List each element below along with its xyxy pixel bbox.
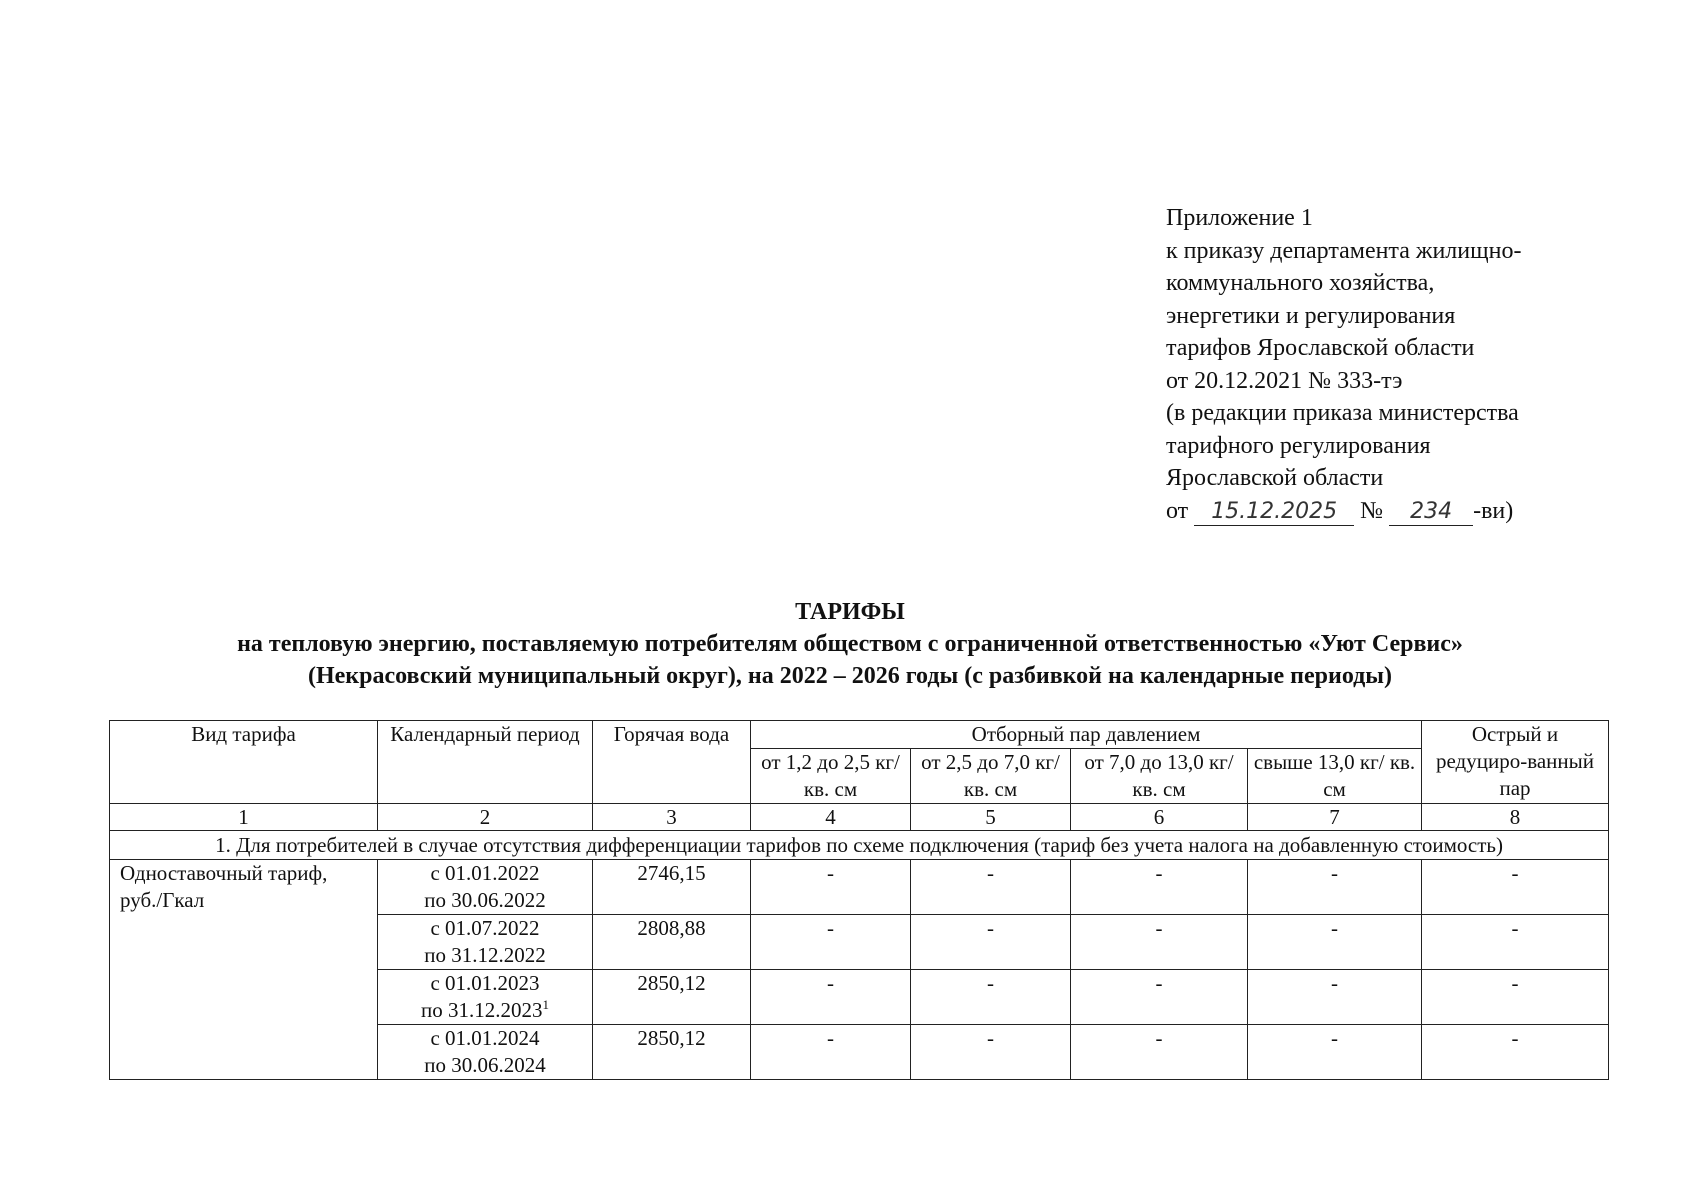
handwritten-order-number: 234 bbox=[1389, 499, 1473, 526]
appendix-line: коммунального хозяйства, bbox=[1166, 270, 1435, 296]
period-from: с 01.07.2022 bbox=[430, 916, 540, 940]
period-cell bbox=[378, 915, 593, 970]
steam-2-value: - bbox=[911, 915, 1071, 970]
header-steam-2: от 2,5 до 7,0 кг/ кв. см bbox=[911, 749, 1071, 804]
steam-3-value: - bbox=[1071, 860, 1248, 915]
period-cell bbox=[378, 970, 593, 1025]
steam-4-value: - bbox=[1248, 970, 1422, 1025]
hot-water-value: 2808,88 bbox=[593, 915, 751, 970]
hot-water-value: 2850,12 bbox=[593, 970, 751, 1025]
column-number: 2 bbox=[378, 804, 593, 831]
column-number: 8 bbox=[1422, 804, 1609, 831]
steam-3-value: - bbox=[1071, 970, 1248, 1025]
steam-2-value: - bbox=[911, 860, 1071, 915]
steam-2-value: - bbox=[911, 1025, 1071, 1080]
period-to-text: по 30.06.2024 bbox=[424, 1053, 546, 1077]
appendix-line: к приказу департамента жилищно- bbox=[1166, 237, 1522, 264]
steam-1-value: - bbox=[751, 1025, 911, 1080]
order-suffix: -ви) bbox=[1473, 497, 1514, 524]
period-from: с 01.01.2023 bbox=[430, 971, 540, 995]
sharp-steam-value: - bbox=[1422, 970, 1609, 1025]
steam-4-value: - bbox=[1248, 860, 1422, 915]
appendix-line: энергетики и регулирования bbox=[1166, 302, 1456, 329]
period-from: с 01.01.2024 bbox=[430, 1026, 540, 1050]
appendix-line: тарифного регулирования bbox=[1166, 432, 1431, 459]
steam-1-value: - bbox=[751, 970, 911, 1025]
appendix-line: Ярославской области bbox=[1166, 465, 1384, 491]
document-title bbox=[100, 596, 1600, 692]
title-line-2: (Некрасовский муниципальный округ), на 2022 – 2026 годы (с разбивкой на календарные периоды) bbox=[307, 663, 1392, 689]
footnote-mark: 1 bbox=[542, 997, 549, 1012]
period-to-text: по 30.06.2022 bbox=[424, 888, 546, 912]
steam-3-value: - bbox=[1071, 1025, 1248, 1080]
period-to bbox=[382, 997, 588, 1024]
column-number: 7 bbox=[1248, 804, 1422, 831]
period-to bbox=[382, 942, 588, 969]
header-steam-3: от 7,0 до 13,0 кг/ кв. см bbox=[1071, 749, 1248, 804]
column-number-row bbox=[110, 804, 1609, 831]
sharp-steam-value: - bbox=[1422, 915, 1609, 970]
period-cell bbox=[378, 1025, 593, 1080]
period-to bbox=[382, 1052, 588, 1079]
appendix-line: (в редакции приказа министерства bbox=[1166, 400, 1519, 426]
column-number: 6 bbox=[1071, 804, 1248, 831]
period-to-text: по 31.12.2023 bbox=[421, 998, 543, 1022]
tariff-table bbox=[109, 720, 1609, 1080]
column-number: 1 bbox=[110, 804, 378, 831]
header-sharp-steam: Острый и редуциро-ванный пар bbox=[1422, 721, 1609, 804]
steam-4-value: - bbox=[1248, 1025, 1422, 1080]
hot-water-value: 2850,12 bbox=[593, 1025, 751, 1080]
header-steam-group: Отборный пар давлением bbox=[751, 721, 1422, 749]
steam-1-value: - bbox=[751, 860, 911, 915]
header-hot-water: Горячая вода bbox=[593, 721, 751, 804]
title-main: ТАРИФЫ bbox=[795, 599, 905, 625]
handwritten-order-date: 15.12.2025 bbox=[1194, 499, 1354, 526]
appendix-line: тарифов Ярославской области bbox=[1166, 335, 1475, 361]
steam-2-value: - bbox=[911, 970, 1071, 1025]
steam-3-value: - bbox=[1071, 915, 1248, 970]
header-row-1 bbox=[110, 721, 1609, 749]
order-prefix: от bbox=[1166, 497, 1189, 524]
appendix-order-line bbox=[1166, 495, 1646, 528]
appendix-line: от 20.12.2021 № 333-тэ bbox=[1166, 367, 1403, 394]
column-number: 5 bbox=[911, 804, 1071, 831]
period-cell bbox=[378, 860, 593, 915]
appendix-line: Приложение 1 bbox=[1166, 205, 1313, 231]
column-number: 4 bbox=[751, 804, 911, 831]
period-from: с 01.01.2022 bbox=[430, 861, 540, 885]
tariff-name: Одноставочный тариф, руб./Гкал bbox=[110, 860, 378, 1080]
sharp-steam-value: - bbox=[1422, 1025, 1609, 1080]
table-row bbox=[110, 860, 1609, 915]
header-steam-4: свыше 13,0 кг/ кв. см bbox=[1248, 749, 1422, 804]
period-to-text: по 31.12.2022 bbox=[424, 943, 546, 967]
sharp-steam-value: - bbox=[1422, 860, 1609, 915]
title-line-1: на тепловую энергию, поставляемую потребителям обществом с ограниченной ответственностью «Уют Сервис» bbox=[237, 631, 1463, 657]
steam-1-value: - bbox=[751, 915, 911, 970]
column-number: 3 bbox=[593, 804, 751, 831]
header-steam-1: от 1,2 до 2,5 кг/ кв. см bbox=[751, 749, 911, 804]
steam-4-value: - bbox=[1248, 915, 1422, 970]
appendix-block bbox=[1166, 202, 1646, 527]
header-tariff-type: Вид тарифа bbox=[110, 721, 378, 804]
section-title: 1. Для потребителей в случае отсутствия дифференциации тарифов по схеме подключения (тариф без учета налога на добавленную стоимость) bbox=[110, 831, 1609, 860]
header-period: Календарный период bbox=[378, 721, 593, 804]
order-number-sign: № bbox=[1360, 497, 1384, 524]
section-row bbox=[110, 831, 1609, 860]
period-to bbox=[382, 887, 588, 914]
hot-water-value: 2746,15 bbox=[593, 860, 751, 915]
